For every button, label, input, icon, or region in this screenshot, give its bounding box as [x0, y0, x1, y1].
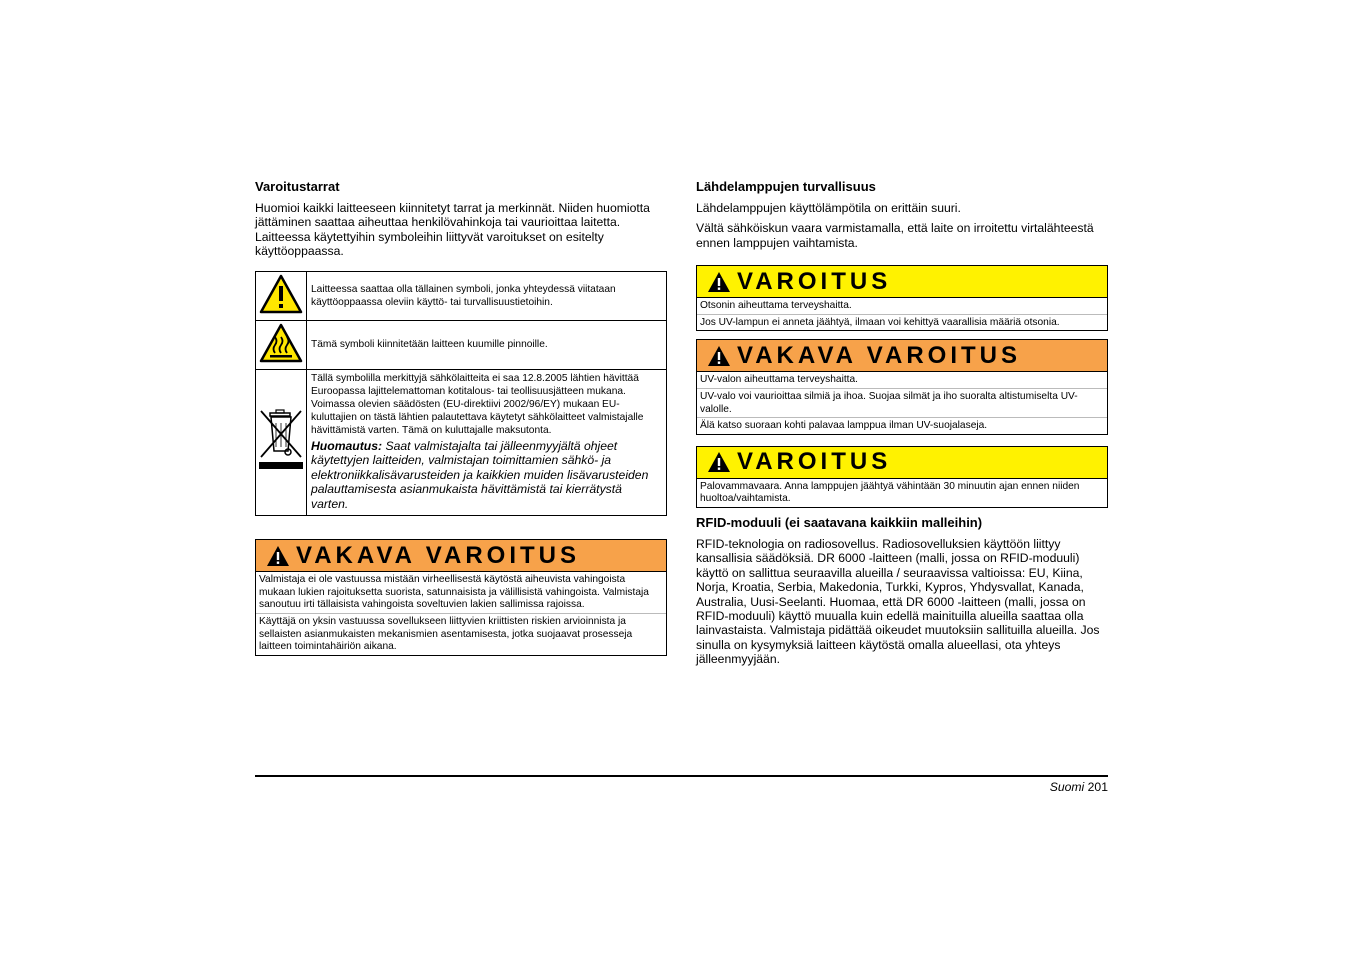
warning-line: Valmistaja ei ole vastuussa mistään virheellisestä käytöstä aiheuvista vahingoista mukaan lukien rajoituksetta suorista, satunnaisista ja välillisistä vahingoista. Valmistaja sanoutuu irti tällaisista vahingoista soveltuvien lakien sallimissa rajoissa.: [256, 572, 666, 614]
warning-triangle-icon: [259, 274, 303, 314]
warning-line: Palovammavaara. Anna lamppujen jäähtyä vähintään 30 minuutin ajan ennen niiden huoltoa/vaihtamista.: [700, 480, 1080, 505]
danger-box-uv: [696, 339, 1108, 434]
danger-box: [255, 539, 667, 656]
warning-line: Käyttäjä on yksin vastuussa sovellukseen liittyvien kriittisten riskien arvioinnista ja sellaisten asianmukaisten mekanismien asentamisesta, jotka suojaavat prosesseja laitteen toimintahäiriön aikana.: [259, 615, 633, 653]
note-label: Huomautus:: [311, 438, 383, 453]
rfid-paragraph: RFID-teknologia on radiosovellus. Radiosovelluksien käyttöön liittyy kansallisia säädöksiä. DR 6000 -laitteen (malli, jossa on RFID-moduuli) käyttö on sallittua seuraavilla alueilla / seuraavissa valtioissa: EU, Kiina, Norja, Kroatia, Serbia, Makedonia, Turkki, Kypros, Yhdysvallat, Kanada, Australia, Uusi-Seelanti. Huomaa, että DR 6000 -laitteen (malli, jossa on RFID-moduuli) käyttö muualla kuin edellä mainituilla alueilla saattaa olla lainvastaista. Valmistaja pidättää oikeudet muutoksiin sallituilla alueilla. Jos sinulla on kysymyksiä laitteen käytöstä omalla alueellasi, ota yhteys jälleenmyyjään.: [696, 536, 1100, 667]
symbol-cell: [256, 320, 307, 369]
symbol-description: [307, 369, 667, 516]
danger-title: VAKAVA VAROITUS: [296, 541, 581, 569]
warning-triangle-icon: [707, 451, 731, 473]
table-row: [256, 320, 667, 369]
note-text: Saat valmistajalta tai jälleenmyyjältä ohjeet käytettyjen laitteiden, valmistajan toimittamien sähkö- ja elektroniikkalisävarusteiden ja kaikkien muiden lisävarusteiden palauttamisesta asianmukaista hävittämistä tai kierrätystä varten.: [311, 438, 649, 511]
symbol-description: Laitteessa saattaa olla tällainen symboli, jonka yhteydessä viitataan käyttöoppaassa oleviin käyttö- tai turvallisuustietoihin.: [307, 271, 667, 320]
table-row: [256, 369, 667, 516]
left-column: [255, 179, 667, 656]
right-column: [696, 179, 1108, 673]
warning-title-bar: [697, 447, 1107, 479]
warning-line: UV-valon aiheuttama terveyshaitta.: [697, 372, 1107, 389]
warning-line: Jos UV-lampun ei anneta jäähtyä, ilmaan voi kehittyä vaarallisia määriä otsonia.: [700, 316, 1060, 328]
weee-note: [311, 439, 662, 512]
warning-line: UV-valo voi vaurioittaa silmiä ja ihoa. Suojaa silmät ja iho suoralta altistumiselta UV-valolle.: [697, 389, 1107, 418]
footer-language: Suomi: [1049, 780, 1085, 794]
section-heading-warning-labels: Varoitustarrat: [255, 179, 340, 194]
symbol-cell: [256, 271, 307, 320]
footer-divider: [255, 775, 1108, 777]
warning-triangle-icon: [707, 345, 731, 367]
warning-triangle-icon: [707, 271, 731, 293]
danger-title: VAKAVA VAROITUS: [737, 341, 1022, 369]
lamp-paragraph: Vältä sähköiskun vaara varmistamalla, että laite on irroitettu virtalähteestä ennen lamppujen vaihtamista.: [696, 221, 1094, 250]
warning-line: Älä katso suoraan kohti palavaa lamppua ilman UV-suojalaseja.: [700, 420, 988, 432]
warning-title-bar: [697, 266, 1107, 298]
warning-title: VAROITUS: [737, 267, 892, 295]
hot-surface-icon: [259, 323, 303, 363]
section-heading-rfid: RFID-moduuli (ei saatavana kaikkiin malleihin): [696, 514, 983, 530]
warning-triangle-icon: [266, 545, 290, 567]
weee-bin-icon: [258, 409, 304, 471]
warning-title: VAROITUS: [737, 448, 892, 476]
section-heading-lamp-safety: Lähdelamppujen turvallisuus: [696, 179, 876, 194]
page-number: 201: [1087, 780, 1108, 794]
symbol-cell: [256, 369, 307, 516]
warning-box-burn: [696, 446, 1108, 508]
danger-title-bar: [697, 340, 1107, 372]
symbol-description: Tämä symboli kiinnitetään laitteen kuumille pinnoille.: [307, 320, 667, 369]
intro-paragraph: Huomioi kaikki laitteeseen kiinnitetyt tarrat ja merkinnät. Niiden huomiotta jättäminen saattaa aiheuttaa henkilövahinkoja tai vaurioittaa laitetta. Laitteessa käytettyihin symboleihin liittyvät varoitukset on esitelty käyttöoppaassa.: [255, 201, 650, 259]
weee-text: Tällä symbolilla merkittyjä sähkölaitteita ei saa 12.8.2005 lähtien hävittää Euroopassa lajittelemattoman kotitalous- tai teollisuusjätteen mukana. Voimassa olevien säädösten (EU-direktiivi 2002/96/EY) mukaan EU-kuluttajien on tästä lähtien palautettava käytetyt sähkölaitteet valmistajalle hävittämistä varten. Tämä on kuluttajalle maksutonta.: [311, 372, 644, 436]
page-footer: [1050, 780, 1108, 794]
warning-box-ozone: [696, 265, 1108, 331]
table-row: [256, 271, 667, 320]
lamp-paragraph: Lähdelamppujen käyttölämpötila on erittäin suuri.: [696, 201, 961, 215]
danger-title-bar: [256, 540, 666, 572]
symbol-table: [255, 271, 667, 517]
warning-line: Otsonin aiheuttama terveyshaitta.: [697, 298, 1107, 315]
